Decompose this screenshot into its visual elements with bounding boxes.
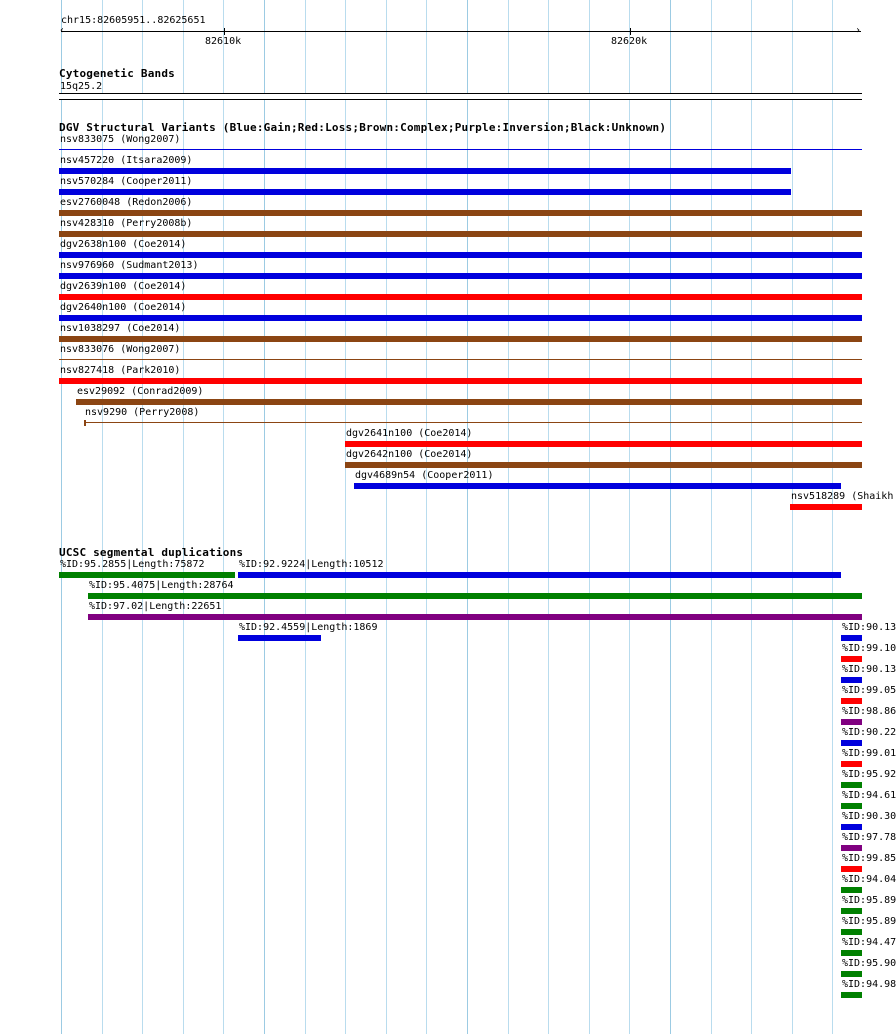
segdup-feature-label[interactable]: %ID:92.4559|Length:1869: [239, 622, 378, 633]
dgv-feature-label[interactable]: esv2760048 (Redon2006): [60, 197, 193, 208]
segdup-feature-bar[interactable]: [841, 803, 862, 809]
segdup-track-title[interactable]: UCSC segmental duplications: [59, 546, 244, 559]
ruler-axis: [61, 31, 861, 32]
ruler-tick-label-82610k: 82610k: [205, 36, 242, 47]
segdup-feature-label[interactable]: %ID:99.01: [842, 748, 896, 759]
grid-line: [426, 0, 427, 1034]
segdup-feature-bar[interactable]: [841, 656, 862, 662]
dgv-feature-bar[interactable]: [59, 252, 862, 258]
dgv-feature-bar[interactable]: [59, 378, 862, 384]
dgv-feature-label[interactable]: dgv2639n100 (Coe2014): [60, 281, 187, 292]
segdup-feature-label[interactable]: %ID:90.13: [842, 622, 896, 633]
grid-line: [670, 0, 671, 1034]
segdup-feature-label[interactable]: %ID:98.86: [842, 706, 896, 717]
ruler-tick-82620k: [630, 28, 631, 35]
segdup-feature-label[interactable]: %ID:95.92: [842, 769, 896, 780]
dgv-feature-bar[interactable]: [59, 231, 862, 237]
dgv-feature-label[interactable]: dgv2638n100 (Coe2014): [60, 239, 187, 250]
dgv-feature-bar[interactable]: [59, 315, 862, 321]
segdup-feature-label[interactable]: %ID:99.05: [842, 685, 896, 696]
dgv-feature-bar[interactable]: [790, 504, 862, 510]
segdup-feature-label[interactable]: %ID:95.2855|Length:75872: [60, 559, 205, 570]
grid-line: [264, 0, 265, 1034]
segdup-feature-label[interactable]: %ID:97.02|Length:22651: [89, 601, 222, 612]
segdup-feature-bar[interactable]: [841, 845, 862, 851]
segdup-feature-bar[interactable]: [841, 992, 862, 998]
segdup-feature-bar[interactable]: [841, 740, 862, 746]
segdup-feature-bar[interactable]: [841, 698, 862, 704]
dgv-feature-label[interactable]: dgv2642n100 (Coe2014): [346, 449, 473, 460]
dgv-feature-bar[interactable]: [59, 149, 862, 150]
grid-line: [589, 0, 590, 1034]
segdup-feature-bar[interactable]: [59, 572, 235, 578]
dgv-feature-label[interactable]: nsv1038297 (Coe2014): [60, 323, 181, 334]
grid-line: [305, 0, 306, 1034]
dgv-feature-bar[interactable]: [59, 189, 791, 195]
grid-line: [467, 0, 468, 1034]
grid-line: [223, 0, 224, 1034]
grid-line: [751, 0, 752, 1034]
dgv-feature-bar[interactable]: [76, 399, 862, 405]
segdup-feature-bar[interactable]: [841, 887, 862, 893]
location-label: chr15:82605951..82625651: [61, 15, 206, 26]
segdup-feature-label[interactable]: %ID:97.78: [842, 832, 896, 843]
segdup-feature-bar[interactable]: [238, 635, 321, 641]
grid-line: [386, 0, 387, 1034]
ruler-tick-82610k: [224, 28, 225, 35]
dgv-feature-label[interactable]: nsv827418 (Park2010): [60, 365, 181, 376]
dgv-feature-bar[interactable]: [59, 336, 862, 342]
segdup-feature-bar[interactable]: [841, 908, 862, 914]
dgv-feature-bar[interactable]: [345, 441, 862, 447]
dgv-feature-bar[interactable]: [59, 294, 862, 300]
ruler-right-arrow-icon: ›: [855, 25, 862, 36]
dgv-track-title[interactable]: DGV Structural Variants (Blue:Gain;Red:Loss;Brown:Complex;Purple:Inversion;Black:Unknown): [59, 121, 667, 134]
segdup-feature-label[interactable]: %ID:90.22: [842, 727, 896, 738]
grid-line: [832, 0, 833, 1034]
dgv-feature-label[interactable]: dgv4689n54 (Cooper2011): [355, 470, 494, 481]
segdup-feature-bar[interactable]: [841, 761, 862, 767]
segdup-feature-label[interactable]: %ID:95.90: [842, 958, 896, 969]
segdup-feature-bar[interactable]: [841, 866, 862, 872]
dgv-feature-label[interactable]: nsv9290 (Perry2008): [85, 407, 200, 418]
dgv-feature-bar[interactable]: [59, 359, 862, 360]
dgv-feature-cap: [84, 420, 86, 426]
segdup-feature-bar[interactable]: [841, 635, 862, 641]
dgv-feature-bar[interactable]: [59, 210, 862, 216]
cytoband-track-title[interactable]: Cytogenetic Bands: [59, 67, 175, 80]
segdup-feature-bar[interactable]: [841, 677, 862, 683]
ruler-left-arrow-icon: ‹: [59, 25, 66, 36]
grid-line: [548, 0, 549, 1034]
segdup-feature-bar[interactable]: [88, 614, 862, 620]
segdup-feature-label[interactable]: %ID:99.85: [842, 853, 896, 864]
segdup-feature-bar[interactable]: [841, 971, 862, 977]
segdup-feature-label[interactable]: %ID:94.04: [842, 874, 896, 885]
segdup-feature-bar[interactable]: [841, 824, 862, 830]
dgv-feature-bar[interactable]: [59, 273, 862, 279]
dgv-feature-label[interactable]: dgv2641n100 (Coe2014): [346, 428, 473, 439]
dgv-feature-label[interactable]: nsv570284 (Cooper2011): [60, 176, 193, 187]
segdup-feature-label[interactable]: %ID:99.10: [842, 643, 896, 654]
grid-line: [792, 0, 793, 1034]
dgv-feature-label[interactable]: esv29092 (Conrad2009): [77, 386, 204, 397]
segdup-feature-label[interactable]: %ID:94.98: [842, 979, 896, 990]
segdup-feature-bar[interactable]: [841, 929, 862, 935]
segdup-feature-bar[interactable]: [841, 950, 862, 956]
dgv-feature-label[interactable]: nsv457220 (Itsara2009): [60, 155, 193, 166]
dgv-feature-bar[interactable]: [59, 168, 791, 174]
dgv-feature-label[interactable]: nsv428310 (Perry2008b): [60, 218, 193, 229]
segdup-feature-label[interactable]: %ID:95.89: [842, 916, 896, 927]
segdup-feature-label[interactable]: %ID:90.30: [842, 811, 896, 822]
segdup-feature-label[interactable]: %ID:94.47: [842, 937, 896, 948]
segdup-feature-label[interactable]: %ID:95.4075|Length:28764: [89, 580, 234, 591]
dgv-feature-label[interactable]: dgv2640n100 (Coe2014): [60, 302, 187, 313]
ruler-tick-label-82620k: 82620k: [611, 36, 648, 47]
dgv-feature-label[interactable]: nsv833075 (Wong2007): [60, 134, 181, 145]
segdup-feature-bar[interactable]: [88, 593, 862, 599]
segdup-feature-bar[interactable]: [238, 572, 841, 578]
segdup-feature-label[interactable]: %ID:92.9224|Length:10512: [239, 559, 384, 570]
segdup-feature-bar[interactable]: [841, 782, 862, 788]
cytoband-label: 15q25.2: [60, 81, 103, 92]
segdup-feature-label[interactable]: %ID:90.13: [842, 664, 896, 675]
segdup-feature-bar[interactable]: [841, 719, 862, 725]
dgv-feature-bar[interactable]: [345, 462, 862, 468]
dgv-feature-label[interactable]: nsv976960 (Sudmant2013): [60, 260, 199, 271]
grid-line: [711, 0, 712, 1034]
cytoband-bar[interactable]: [59, 93, 862, 100]
segdup-feature-label[interactable]: %ID:95.89: [842, 895, 896, 906]
dgv-feature-label[interactable]: nsv833076 (Wong2007): [60, 344, 181, 355]
dgv-feature-label[interactable]: nsv518289 (Shaikh: [791, 491, 894, 502]
grid-line: [345, 0, 346, 1034]
grid-line: [508, 0, 509, 1034]
dgv-feature-bar[interactable]: [84, 422, 862, 423]
segdup-feature-label[interactable]: %ID:94.61: [842, 790, 896, 801]
grid-line: [629, 0, 630, 1034]
dgv-feature-bar[interactable]: [354, 483, 841, 489]
